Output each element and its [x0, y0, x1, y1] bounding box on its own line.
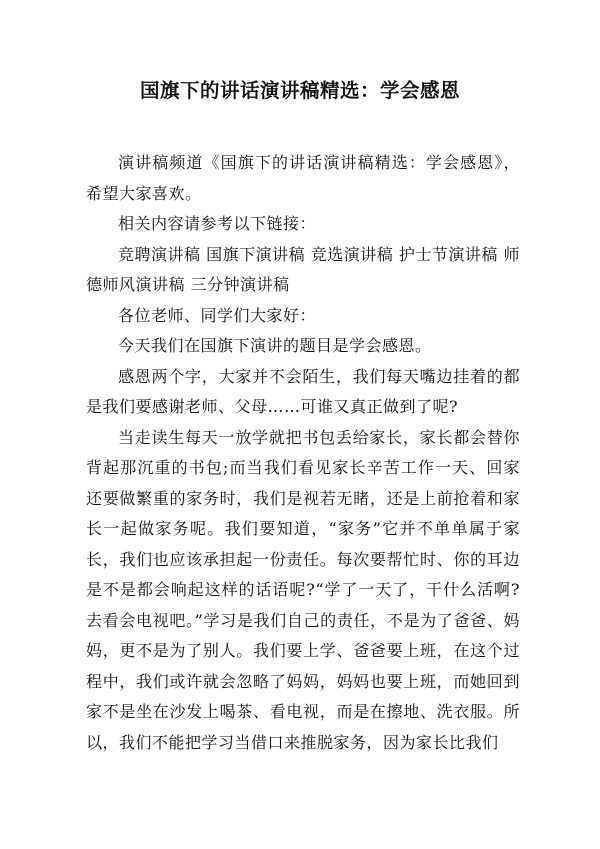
- paragraph-gratitude: 感恩两个字，大家并不会陌生，我们每天嘴边挂着的都是我们要感谢老师、父母……可谁又真正做到了呢?: [86, 366, 520, 416]
- paragraph-greeting: 各位老师、同学们大家好：: [118, 305, 317, 325]
- document-body: [86, 148, 520, 758]
- paragraph-topic: 今天我们在国旗下演讲的题目是学会感恩。: [118, 336, 432, 355]
- paragraph-intro: 演讲稿频道《国旗下的讲话演讲稿精选：学会感恩》，希望大家喜欢。: [86, 153, 520, 203]
- paragraph-links: 竞聘演讲稿 国旗下演讲稿 竞选演讲稿 护士节演讲稿 师德师风演讲稿 三分钟演讲稿: [86, 244, 520, 294]
- paragraph-housework: 当走读生每天一放学就把书包丢给家长，家长都会替你背起那沉重的书包;而当我们看见家长辛苦工作一天、回家还要做繁重的家务时，我们是视若无睹，还是上前抢着和家长一起做家务呢。我们要知道，“家务”它并不单单属于家长，我们也应该承担起一份责任。每次要帮忙时、你的耳边是不是都会响起这样的话语呢?“学了一天了，干什么活啊?去看会电视吧。”学习是我们自己的责任，不是为了爸爸、妈妈，更不是为了别人。我们要上学、爸爸要上班，在这个过程中，我们或许就会忽略了妈妈，妈妈也要上班，而她回到家不是坐在沙发上喝茶、看电视，而是在擦地、洗衣服。所以，我们不能把学习当借口来推脱家务，因为家长比我们: [86, 427, 520, 752]
- document-title: 国旗下的讲话演讲稿精选：学会感恩: [139, 79, 460, 102]
- paragraph-links-heading: 相关内容请参考以下链接：: [118, 214, 317, 233]
